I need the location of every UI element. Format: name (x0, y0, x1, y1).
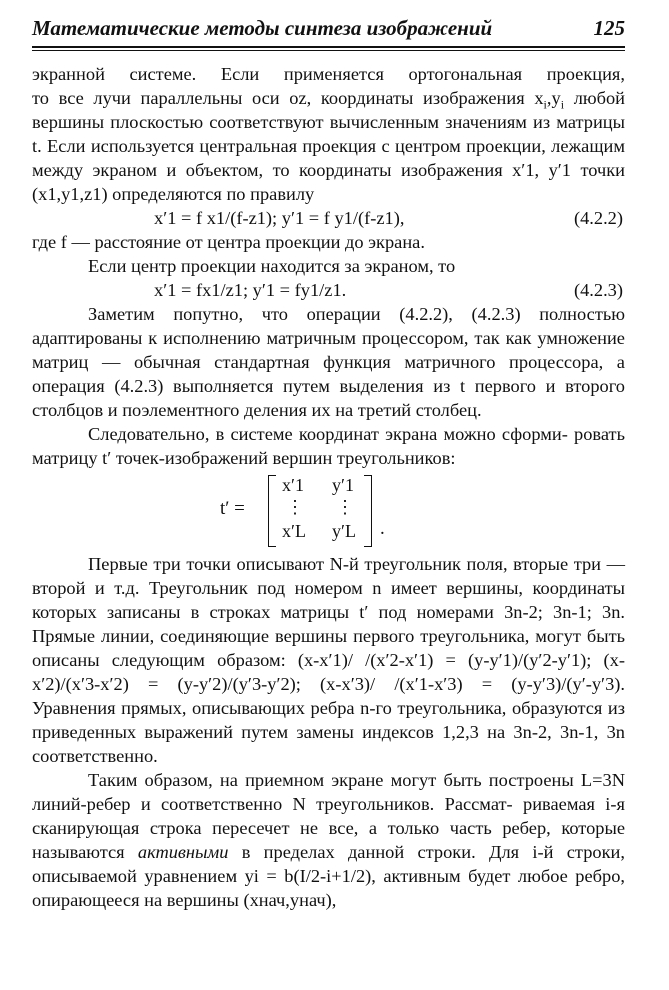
matrix-right-bracket (364, 475, 372, 547)
equation-formula: x′1 = fx1/z1; y′1 = fy1/z1. (154, 280, 347, 300)
paragraph: где f — расстояние от центра проекции до экрана. (32, 232, 425, 252)
running-title: Математические методы синтеза изображений (32, 16, 493, 40)
matrix-cell: ⋮ (286, 497, 304, 517)
paragraph: Таким образом, на приемном экране могут быть построены L=3N линий-ребер и соответственно N треугольников. Рассмат- риваемая i-я сканирующая строка пересечет не все, а только часть ребер, которые называются активными в пределах данной строки. Для i-й строки, описываемой уравнением yi = b(I/2-i+1/2), активным будет любое ребро, опирающееся на вершины (xнач,yнач), (32, 770, 625, 910)
page-number: 125 (593, 16, 625, 40)
body-text (32, 62, 625, 912)
matrix-lhs: t′ = (220, 498, 245, 519)
matrix-cell: x′1 (282, 475, 304, 495)
header-rule-thick (32, 46, 625, 48)
paragraph: Следовательно, в системе координат экрана можно сформи- ровать матрицу t′ точек-изображений вершин треугольников: (32, 424, 625, 468)
paragraph: Если центр проекции находится за экраном, то (88, 256, 456, 276)
matrix-period: . (380, 518, 385, 539)
header-rule-thin (32, 50, 625, 51)
matrix-left-bracket (268, 475, 276, 547)
equation-4-2-3 (32, 278, 625, 302)
running-header (32, 16, 625, 41)
equation-4-2-2 (32, 206, 625, 230)
equation-formula: x′1 = f x1/(f-z1); y′1 = f y1/(f-z1), (154, 208, 405, 228)
paragraph: Заметим попутно, что операции (4.2.2), (4.2.3) полностью адаптированы к исполнению матричным процессором, так как умножение матриц — обычная стандартная функция матричного процессора, а операция (4.2.3) выполняется путем выделения из t первого и второго столбцов и поэлементного деления их на третий столбец. (32, 304, 625, 420)
equation-number: (4.2.2) (573, 208, 623, 228)
matrix-equation (32, 473, 625, 549)
matrix-cell: x′L (282, 521, 306, 541)
paragraph: экранной системе. Если применяется ортогональная проекция, то все лучи параллельны оси oz, координаты изображения $x_i,y_i$ любой вершины плоскостью соответствуют вычисленным значениям из матрицы t. Если используется центральная проекция с центром проекции, лежащим между экраном и объектом, то координаты изображения x′1, y′1 точки (x1,y1,z1) определяются по правилу (32, 64, 625, 204)
matrix-cell: ⋮ (336, 497, 354, 517)
matrix-cell: y′L (332, 521, 356, 541)
matrix-cell: y′1 (332, 475, 354, 495)
emphasis: активными (137, 842, 229, 862)
paragraph: Первые три точки описывают N-й треугольник поля, вторые три — второй и т.д. Треугольник под номером n имеет вершины, координаты которых записаны в строках матрицы t′ под номерами 3n-2; 3n-1; 3n. Прямые линии, соединяющие вершины первого треугольника, могут быть описаны следующим образом: (x-x′1)/ /(x′2-x′1) = (y-y′1)/(y′2-y′1); (x-x′2)/(x′3-x′2) = (y-y′2)/(y′3-y′2); (x-x′3)/ /(x′1-x′3) = (y-y′3)/(y′-y′3). Уравнения прямых, описывающих ребра n-го треугольника, образуются из приведенных выражений путем замены индексов 1,2,3 на 3n-2, 3n-1, 3n соответственно. (32, 554, 625, 766)
equation-number: (4.2.3) (573, 280, 623, 300)
